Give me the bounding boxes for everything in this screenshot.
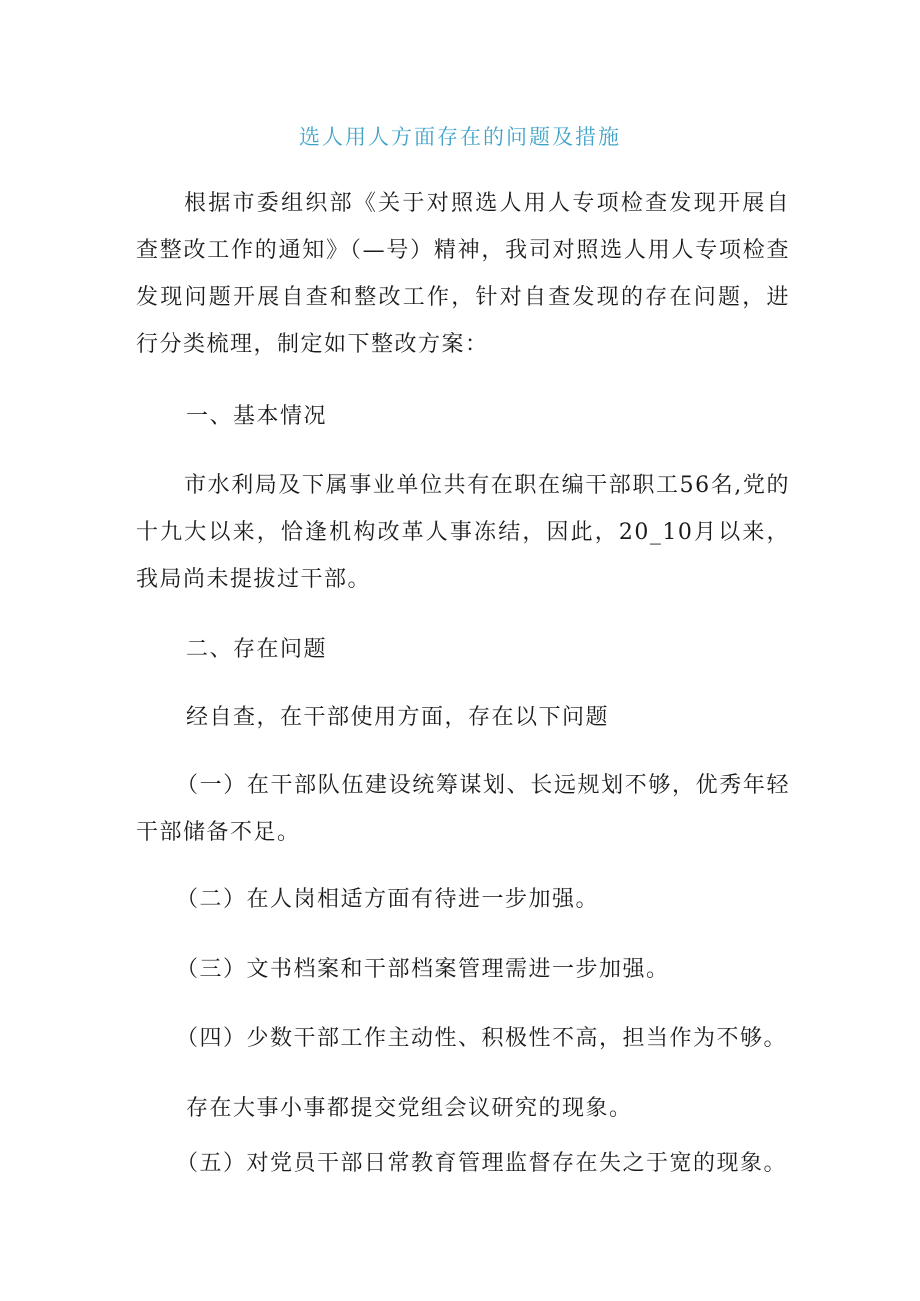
problem-item-2: （二）在人岗相适方面有待进一步加强。: [176, 887, 600, 912]
problems-lead: 经自查，在干部使用方面，存在以下问题: [186, 705, 610, 730]
problem-item-4: （四）少数干部工作主动性、积极性不高，担当作为不够。: [176, 1026, 788, 1051]
problem-item-5: （五）对党员干部日常教育管理监督存在失之于宽的现象。: [176, 1151, 788, 1176]
problem-item-3: （三）文书档案和干部档案管理需进一步加强。: [176, 957, 670, 982]
problem-item-1: （一）在干部队伍建设统筹谋划、长远规划不够，优秀年轻干部储备不足。: [136, 773, 790, 845]
document-title: 选人用人方面存在的问题及措施: [299, 125, 621, 149]
section-heading-basic: 一、基本情况: [186, 404, 328, 429]
problem-item-4-continued: 存在大事小事都提交党组会议研究的现象。: [186, 1096, 633, 1121]
intro-paragraph: 根据市委组织部《关于对照选人用人专项检查发现开展自查整改工作的通知》（—号）精神，我司对照选人用人专项检查发现问题开展自查和整改工作，针对自查发现的存在问题，进行分类梳理，制定如下整改方案：: [136, 191, 790, 357]
basic-info-paragraph: 市水利局及下属事业单位共有在职在编干部职工56名,党的十九大以来，恰逢机构改革人事冻结，因此，20_10月以来，我局尚未提拔过干部。: [136, 473, 790, 592]
section-heading-problems: 二、存在问题: [186, 637, 328, 662]
